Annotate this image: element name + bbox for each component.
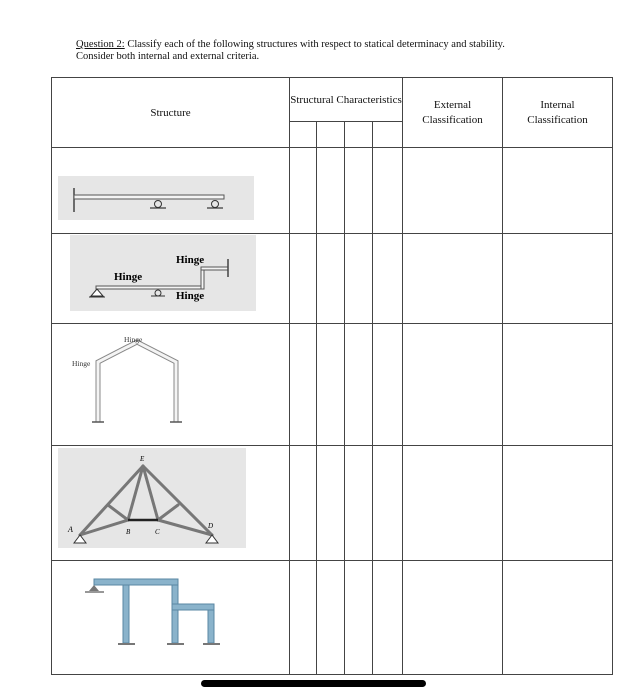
subcell[interactable] xyxy=(345,122,373,148)
frame-figure xyxy=(80,574,230,650)
answer-cell[interactable] xyxy=(317,148,345,234)
answer-cell[interactable] xyxy=(290,148,317,234)
subcell[interactable] xyxy=(290,122,317,148)
question-line-1: Classify each of the following structures with respect to statical determinacy and stability. xyxy=(124,39,505,50)
node-label-a: A xyxy=(68,525,73,534)
external-answer-cell[interactable] xyxy=(403,148,503,234)
answer-cell[interactable] xyxy=(345,446,373,561)
node-label-d: D xyxy=(208,522,214,530)
header-internal-classification: Internal Classification xyxy=(503,78,613,148)
header-structural-characteristics: Structural Characteristics xyxy=(290,78,403,122)
question-number: Question 2: xyxy=(76,39,125,50)
hinge-label: Hinge xyxy=(124,335,143,344)
external-answer-cell[interactable] xyxy=(403,234,503,324)
header-external-classification: External Classification xyxy=(403,78,503,148)
answer-cell[interactable] xyxy=(317,234,345,324)
beam-figure xyxy=(58,176,254,220)
answer-cell[interactable] xyxy=(345,148,373,234)
answer-cell[interactable] xyxy=(373,446,403,561)
answer-cell[interactable] xyxy=(317,324,345,446)
answer-cell[interactable] xyxy=(290,446,317,561)
answer-cell[interactable] xyxy=(290,234,317,324)
subcell[interactable] xyxy=(373,122,403,148)
internal-answer-cell[interactable] xyxy=(503,446,613,561)
question-line-2: Consider both internal and external criteria. xyxy=(76,51,260,62)
answer-cell[interactable] xyxy=(373,234,403,324)
answer-cell[interactable] xyxy=(373,324,403,446)
external-answer-cell[interactable] xyxy=(403,324,503,446)
answer-cell[interactable] xyxy=(317,446,345,561)
gable-frame-figure xyxy=(66,330,194,426)
external-answer-cell[interactable] xyxy=(403,446,503,561)
hinged-beam-figure xyxy=(70,235,256,311)
truss-figure xyxy=(58,448,246,548)
answer-cell[interactable] xyxy=(317,561,345,675)
answer-cell[interactable] xyxy=(345,561,373,675)
internal-answer-cell[interactable] xyxy=(503,234,613,324)
node-label-c: C xyxy=(155,528,160,536)
external-answer-cell[interactable] xyxy=(403,561,503,675)
question-text xyxy=(76,39,596,63)
hinge-label: Hinge xyxy=(176,290,205,302)
internal-answer-cell[interactable] xyxy=(503,561,613,675)
header-structure: Structure xyxy=(52,78,290,148)
hinge-label: Hinge xyxy=(114,271,143,283)
node-label-b: B xyxy=(126,528,131,536)
hinge-label: Hinge xyxy=(176,254,205,266)
subcell[interactable] xyxy=(317,122,345,148)
answer-cell[interactable] xyxy=(373,148,403,234)
answer-cell[interactable] xyxy=(373,561,403,675)
node-label-e: E xyxy=(140,455,145,463)
answer-cell[interactable] xyxy=(345,234,373,324)
answer-cell[interactable] xyxy=(290,324,317,446)
internal-answer-cell[interactable] xyxy=(503,148,613,234)
answer-cell[interactable] xyxy=(345,324,373,446)
answer-cell[interactable] xyxy=(290,561,317,675)
hinge-label: Hinge xyxy=(72,359,91,368)
internal-answer-cell[interactable] xyxy=(503,324,613,446)
home-indicator[interactable] xyxy=(201,680,426,687)
